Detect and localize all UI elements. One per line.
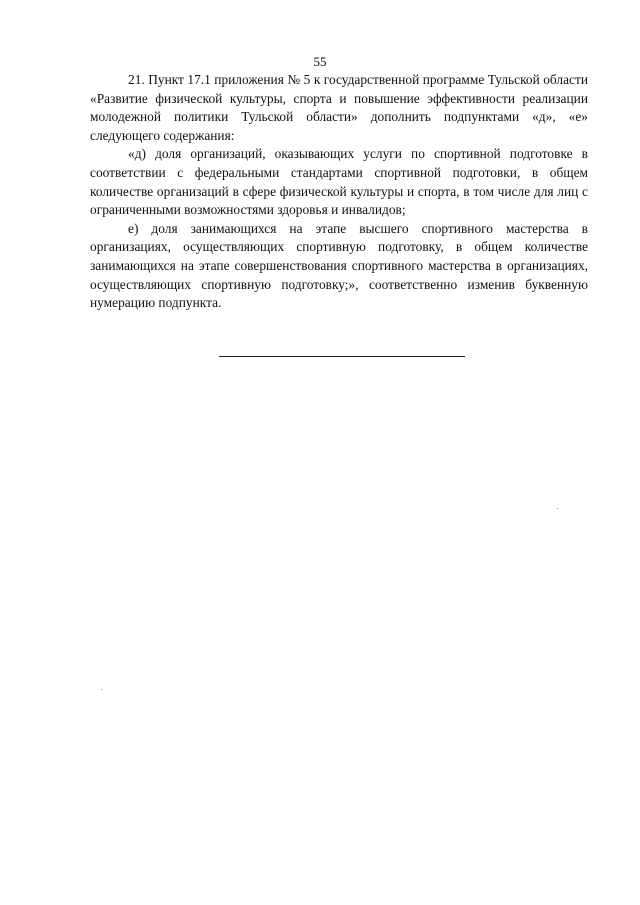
- paragraph-subitem-d: «д) доля организаций, оказывающих услуги по спортивной подготовке в соответствии с федеральными стандартами спортивной подготовки, в общем количестве организаций в сфере физической культуры и спорта, в том числе для лиц с ограниченными возможностями здоровья и инвалидов;: [90, 146, 588, 218]
- paragraph-subitem-e: е) доля занимающихся на этапе высшего спортивного мастерства в организациях, осуществляющих спортивную подготовку, в общем количестве занимающихся на этапе совершенствования спортивного мастерства в организациях, осуществляющих спортивную подготовку;», соответственно изменив буквенную нумерацию подпункта.: [90, 220, 588, 311]
- scan-speck: [557, 508, 558, 509]
- end-separator-line: [219, 356, 465, 357]
- paragraph-item-21: 21. Пункт 17.1 приложения № 5 к государственной программе Тульской области «Развитие физической культуры, спорта и повышение эффективности реализации молодежной политики Тульской области» дополнить подпунктами «д», «е» следующего содержания:: [90, 72, 588, 143]
- page-number: 55: [313, 54, 327, 69]
- document-body: [90, 71, 588, 313]
- scan-speck: [101, 689, 102, 690]
